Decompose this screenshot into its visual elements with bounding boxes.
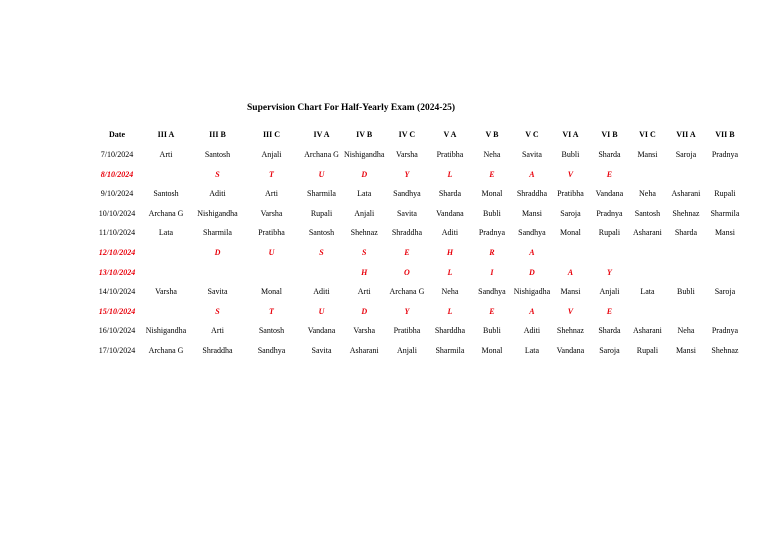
supervisor-cell: Varsha [353,326,376,336]
supervisor-cell: Pradnya [596,208,623,218]
supervisor-cell: Santosh [153,189,179,199]
header-class: VI A [562,130,579,139]
supervisor-cell: Sharda [598,326,621,336]
holiday-letter-cell: I [490,267,494,277]
supervisor-cell: Mansi [714,228,735,238]
supervisor-cell: Archana G [148,208,184,218]
holiday-letter-cell: U [318,169,325,179]
table-row [93,184,744,204]
supervisor-cell: Rupali [636,345,659,355]
supervisor-cell: Mansi [675,345,696,355]
date-cell: 15/10/2024 [98,306,136,316]
date-cell: 8/10/2024 [100,169,134,179]
supervisor-cell: Savita [207,287,228,297]
supervisor-cell: Sharda [438,189,462,199]
holiday-letter-cell: V [567,306,574,316]
holiday-letter-cell: O [404,267,410,277]
holiday-letter-cell: E [606,306,613,316]
supervisor-cell: Sharmila [435,345,465,355]
supervisor-cell: Aditi [313,287,330,297]
holiday-letter-cell [299,263,344,283]
supervisor-cell: Asharani [349,345,379,355]
holiday-letter-cell: L [447,169,453,179]
supervisor-cell: Sandhya [257,345,286,355]
holiday-row [93,263,744,283]
holiday-letter-cell: A [529,169,535,179]
holiday-letter-cell: V [567,169,574,179]
supervisor-cell: Shehnaz [350,228,378,238]
date-cell: 17/10/2024 [98,345,136,355]
header-class: V A [443,130,457,139]
supervisor-cell: Sharmila [710,208,740,218]
supervisor-cell: Sandhya [478,287,506,297]
supervisor-cell: Pratibha [436,150,464,159]
supervisor-cell: Sharddha [434,326,466,336]
supervisor-cell: Shraddha [391,228,423,238]
holiday-letter-cell [141,263,191,283]
supervisor-cell: Saroja [599,345,620,355]
supervisor-cell: Lata [640,287,655,297]
holiday-row [93,243,744,263]
supervisor-cell: Shehnaz [556,326,584,336]
supervisor-cell: Mansi [521,208,542,218]
header-row [93,124,744,145]
supervisor-cell: Arti [357,287,371,297]
supervisor-cell: Santosh [308,228,335,238]
header-class: VII B [715,130,735,139]
header-class: IV B [356,130,373,139]
header-date: Date [109,130,125,139]
supervisor-cell: Savita [396,208,417,218]
supervisor-cell: Sharmila [307,189,336,199]
supervisor-cell: Anjali [354,208,375,218]
supervisor-cell: Neha [441,287,459,297]
holiday-letter-cell: E [404,247,410,257]
supervisor-cell: Saroja [675,150,697,159]
table-row [93,341,744,361]
supervisor-cell: Pratibha [557,189,584,199]
supervisor-cell: Varsha [155,287,177,297]
supervisor-cell: Anjali [261,150,282,159]
supervisor-cell: Lata [357,189,372,199]
supervisor-cell: Savita [521,150,542,159]
header-class: IV A [313,130,330,139]
supervisor-cell: Varsha [396,150,418,159]
holiday-letter-cell [191,263,244,283]
holiday-letter-cell: R [489,247,495,257]
header-class: IV C [398,130,416,139]
holiday-letter-cell: Y [404,306,410,316]
supervisor-cell: Sharda [674,228,698,238]
supervisor-cell: Archana G [304,150,339,159]
holiday-letter-cell [705,165,744,185]
supervisor-cell: Rupali [598,228,621,238]
supervisor-cell: Bubli [483,326,501,336]
header-class: VII A [676,130,696,139]
date-cell: 9/10/2024 [100,189,134,199]
holiday-row [93,165,744,185]
holiday-letter-cell: D [214,247,221,257]
supervisor-cell: Arti [159,150,173,159]
holiday-letter-cell: D [361,306,368,316]
supervisor-cell: Neha [677,326,695,336]
supervisor-cell: Bubli [483,208,501,218]
holiday-letter-cell [141,243,191,263]
header-class: III A [157,130,175,139]
holiday-letter-cell: E [489,169,495,179]
holiday-letter-cell: E [606,169,613,179]
supervisor-cell: Pradnya [478,228,506,238]
holiday-letter-cell: A [529,247,535,257]
holiday-letter-cell [666,165,705,185]
supervisor-cell: Vandana [595,189,624,199]
supervisor-cell: Neha [638,189,656,199]
date-cell: 12/10/2024 [98,247,136,257]
supervisor-cell: Aditi [209,189,226,199]
supervisor-cell: Monal [481,189,503,199]
holiday-letter-cell [141,302,191,322]
holiday-letter-cell [628,302,666,322]
table-row [93,223,744,243]
holiday-letter-cell [666,302,705,322]
holiday-letter-cell: H [446,247,454,257]
holiday-letter-cell: U [318,306,325,316]
holiday-letter-cell: D [529,267,535,277]
supervisor-cell: Aditi [523,326,541,336]
supervisor-cell: Arti [265,189,278,199]
holiday-letter-cell: E [489,306,495,316]
holiday-letter-cell: H [361,267,368,277]
supervisor-cell: Mansi [560,287,581,297]
supervisor-cell: Monal [481,345,503,355]
supervisor-cell: Sharmila [203,228,232,238]
table-row [93,204,744,224]
header-class: V B [485,130,499,139]
supervisor-cell: Neha [483,150,501,159]
supervisor-cell: Shraddha [516,189,548,199]
supervisor-cell: Rupali [310,208,333,218]
supervisor-cell: Mansi [637,150,658,159]
supervisor-cell: Asharani [632,228,662,238]
header-class: VI C [639,130,656,139]
holiday-letter-cell [628,243,666,263]
supervisor-cell: Bubli [561,150,580,159]
holiday-letter-cell [705,243,744,263]
holiday-letter-cell [590,243,628,263]
supervisor-cell: Sharda [598,150,621,159]
header-class: V C [525,130,539,139]
header-class: VI B [601,130,618,139]
supervisor-cell: Bubli [677,287,695,297]
supervisor-cell: Nishigandha [197,208,238,218]
holiday-letter-cell: L [447,306,453,316]
holiday-letter-cell [666,263,705,283]
supervisor-cell: Rupali [714,189,736,199]
supervisor-cell: Aditi [441,228,459,238]
supervisor-cell: Asharani [671,189,701,199]
supervisor-cell: Nishigandha [344,150,385,159]
supervisor-cell: Anjali [599,287,620,297]
holiday-letter-cell: T [269,306,274,316]
supervisor-cell: Pratibha [258,228,285,238]
table-row [93,145,744,165]
date-cell: 16/10/2024 [98,326,136,336]
date-cell: 13/10/2024 [98,267,136,277]
supervisor-cell: Vandana [556,345,585,355]
supervisor-cell: Shraddha [202,345,233,355]
supervisor-cell: Nishigadha [513,287,551,297]
holiday-letter-cell [244,263,299,283]
supervisor-cell: Archana G [148,345,184,355]
supervisor-cell: Shehnaz [672,208,700,218]
holiday-letter-cell: L [447,267,453,277]
supervisor-cell: Santosh [204,150,231,159]
supervisor-cell: Varsha [260,208,283,218]
header-class: III B [209,130,226,139]
supervisor-cell: Savita [311,345,332,355]
date-cell: 7/10/2024 [100,150,134,159]
supervisor-cell: Lata [158,228,174,238]
table-row [93,282,744,302]
date-cell: 14/10/2024 [98,287,136,297]
supervisor-cell: Arti [211,326,224,336]
date-cell: 10/10/2024 [98,208,136,218]
holiday-letter-cell [705,302,744,322]
holiday-letter-cell: A [529,306,535,316]
holiday-letter-cell: T [269,169,274,179]
supervisor-cell: Saroja [560,208,581,218]
supervisor-cell: Vandana [307,326,336,336]
supervisor-cell: Monal [261,287,282,297]
table-row [93,321,744,341]
holiday-letter-cell [550,243,590,263]
holiday-letter-cell [705,263,744,283]
supervisor-cell: Vandana [436,208,464,218]
supervisor-cell: Shehnaz [711,345,739,355]
supervisor-cell: Pradnya [711,150,739,159]
holiday-letter-cell: S [319,247,324,257]
supervisor-cell: Santosh [634,208,661,218]
holiday-letter-cell: U [268,247,275,257]
holiday-letter-cell: D [361,169,368,179]
holiday-letter-cell: A [567,267,574,277]
holiday-letter-cell: Y [404,169,410,179]
holiday-letter-cell [141,165,191,185]
holiday-letter-cell: S [361,247,367,257]
holiday-letter-cell: S [215,169,220,179]
supervision-table [93,124,744,361]
supervisor-cell: Sandhya [518,228,546,238]
supervisor-cell: Anjali [396,345,417,355]
supervisor-cell: Asharani [632,326,662,336]
holiday-row [93,302,744,322]
sheet-title: Supervision Chart For Half-Yearly Exam (2024-25) [247,103,456,113]
holiday-letter-cell [628,263,666,283]
supervisor-cell: Santosh [258,326,285,336]
supervisor-cell: Pradnya [711,326,739,336]
supervisor-cell: Saroja [714,287,736,297]
supervisor-cell: Sandhya [393,189,421,199]
supervisor-cell: Monal [559,228,581,238]
date-cell: 11/10/2024 [98,228,136,238]
supervisor-cell: Archana G [389,287,425,297]
holiday-letter-cell: Y [606,267,612,277]
holiday-letter-cell [628,165,666,185]
supervisor-cell: Nishigandha [145,326,187,336]
supervisor-cell: Pratibha [393,326,421,336]
holiday-letter-cell [666,243,705,263]
header-class: III C [262,130,281,139]
holiday-letter-cell: S [215,306,220,316]
supervisor-cell: Lata [524,345,540,355]
